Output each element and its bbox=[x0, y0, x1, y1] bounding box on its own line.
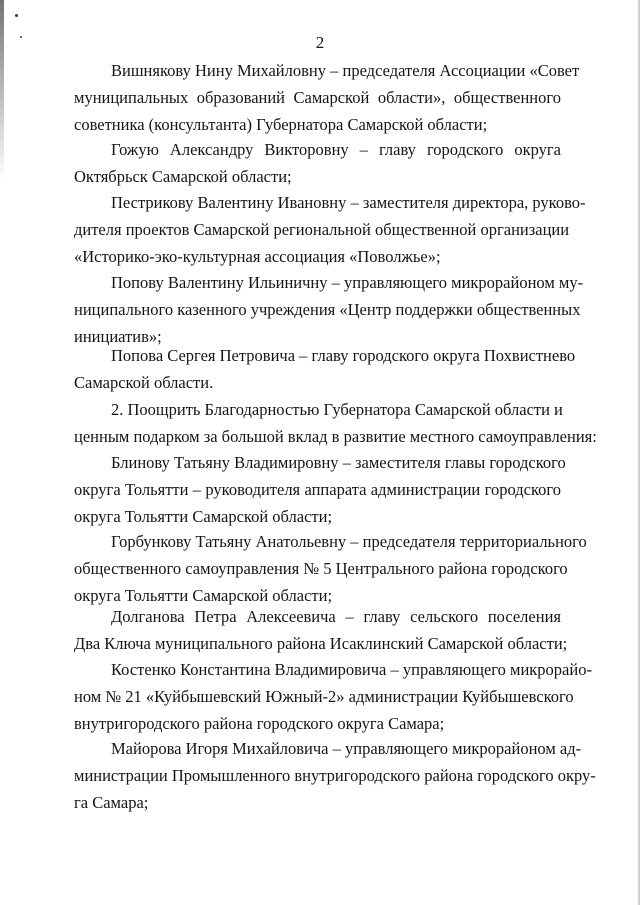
scan-edge-shadow bbox=[0, 0, 4, 180]
text-line: Вишнякову Нину Михайловну – председателя Ассоциации «Совет bbox=[111, 61, 580, 80]
text-line: округа Тольятти Самарской области; bbox=[74, 585, 333, 605]
paragraph bbox=[74, 529, 587, 609]
paragraph bbox=[74, 190, 586, 270]
text-line: дителя проектов Самарской региональной общественной организации bbox=[74, 219, 570, 239]
paragraph bbox=[74, 58, 580, 138]
text-line: ном № 21 «Куйбышевский Южный-2» администрации Куйбышевского bbox=[74, 686, 574, 706]
text-line: Самарской области. bbox=[74, 372, 214, 392]
text-line: округа Тольятти Самарской области; bbox=[74, 506, 333, 526]
text-line: муниципальных образований Самарской области», общественного bbox=[74, 87, 561, 107]
text-line: Гожую Александру Викторовну – главу городского округа bbox=[111, 140, 561, 159]
text-line: «Историко-эко-культурная ассоциация «Поволжье»; bbox=[74, 246, 441, 266]
text-line: инициатив»; bbox=[74, 326, 162, 346]
text-line: Два Ключа муниципального района Исаклинский Самарской области; bbox=[74, 633, 568, 653]
paragraph bbox=[74, 657, 592, 737]
scan-speck bbox=[15, 14, 18, 17]
paragraph bbox=[74, 736, 596, 816]
text-line: Долганова Петра Алексеевича – главу сельского поселения bbox=[111, 607, 561, 626]
text-line: га Самара; bbox=[74, 792, 149, 812]
text-line: Попова Сергея Петровича – главу городского округа Похвистнево bbox=[111, 346, 576, 365]
text-line: общественного самоуправления № 5 Центрального района городского bbox=[74, 558, 568, 578]
paragraph bbox=[74, 137, 561, 191]
text-line: Попову Валентину Ильиничну – управляющего микрорайоном му- bbox=[111, 273, 584, 292]
paragraph bbox=[74, 270, 584, 350]
page-number: 2 bbox=[315, 33, 325, 52]
text-line: Костенко Константина Владимировича – управляющего микрорайо- bbox=[111, 660, 592, 679]
text-line: внутригородского района городского округа Самара; bbox=[74, 713, 445, 733]
paragraph bbox=[74, 604, 568, 658]
paragraph bbox=[74, 450, 566, 530]
text-line: 2. Поощрить Благодарностью Губернатора Самарской области и bbox=[111, 400, 563, 419]
text-line: советника (консультанта) Губернатора Самарской области; bbox=[74, 114, 488, 134]
text-line: Пестрикову Валентину Ивановну – заместителя директора, руково- bbox=[111, 193, 586, 212]
text-line: округа Тольятти – руководителя аппарата администрации городского bbox=[74, 479, 561, 499]
text-line: Октябрьск Самарской области; bbox=[74, 166, 292, 186]
text-line: ниципального казенного учреждения «Центр поддержки общественных bbox=[74, 299, 581, 319]
text-line: Блинову Татьяну Владимировну – заместителя главы городского bbox=[111, 453, 566, 472]
paragraph bbox=[74, 343, 576, 397]
paragraph bbox=[74, 397, 597, 451]
text-line: ценным подарком за большой вклад в развитие местного самоуправления: bbox=[74, 426, 597, 446]
text-line: Майорова Игоря Михайловича – управляющего микрорайоном ад- bbox=[111, 739, 582, 758]
text-line: министрации Промышленного внутригородского района городского окру- bbox=[74, 765, 596, 785]
text-line: Горбункову Татьяну Анатольевну – председателя территориального bbox=[111, 532, 587, 551]
